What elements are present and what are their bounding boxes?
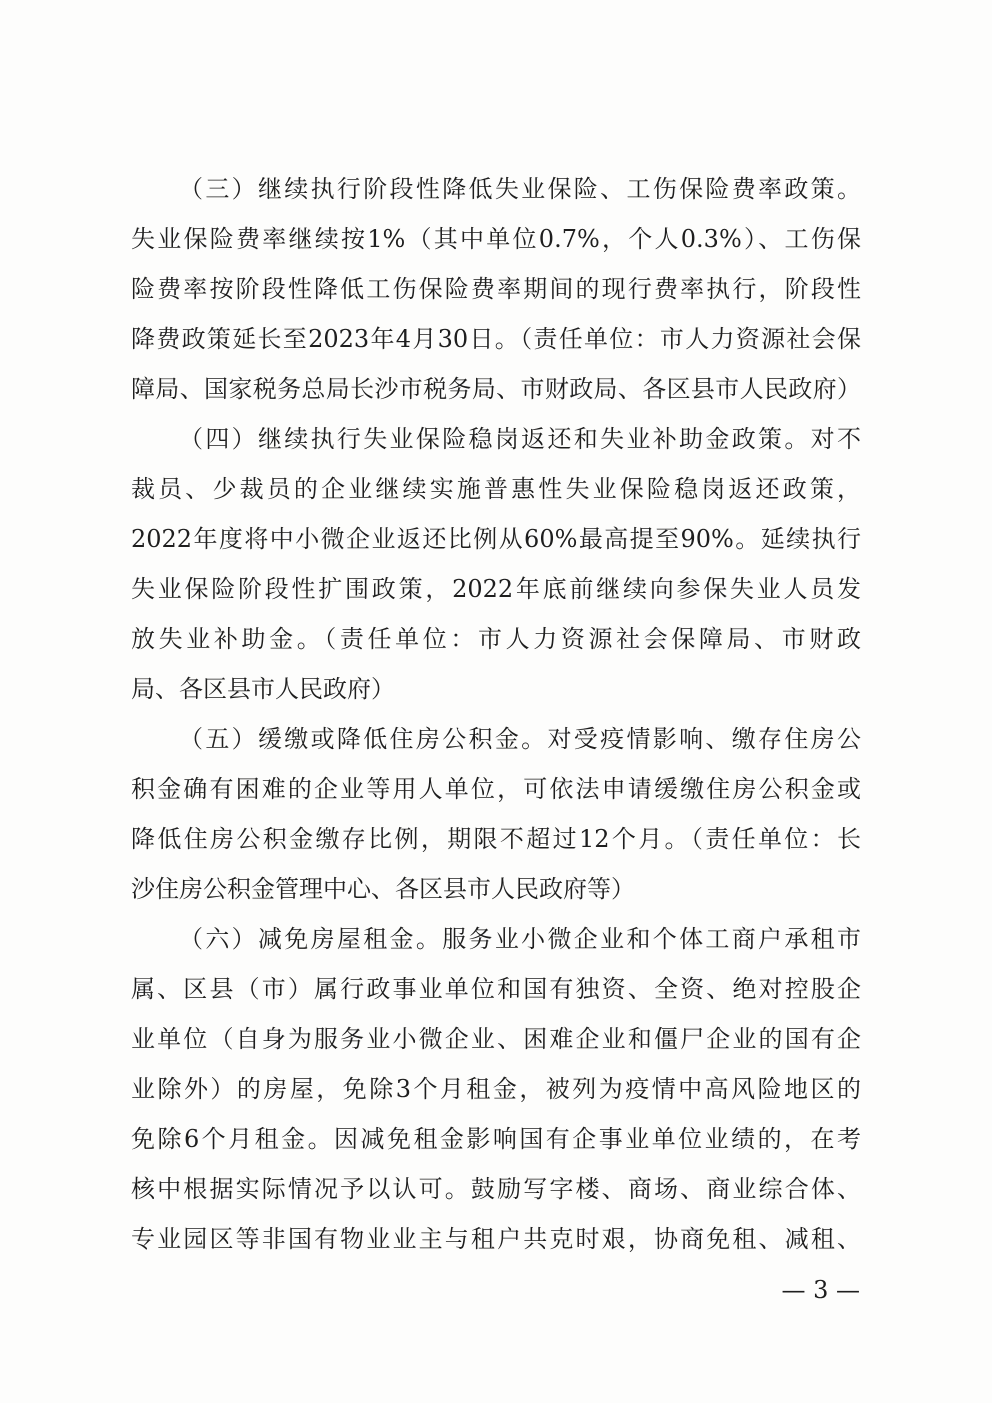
text-line: 局、各区县市人民政府）	[131, 675, 395, 703]
text-line: 失业保险阶段性扩围政策，2022年底前继续向参保失业人员发	[131, 575, 861, 603]
text-line: 属、区县（市）属行政事业单位和国有独资、全资、绝对控股企	[131, 975, 861, 1003]
text-line: 业除外）的房屋，免除3个月租金，被列为疫情中高风险地区的	[131, 1075, 861, 1103]
text-line: 裁员、少裁员的企业继续实施普惠性失业保险稳岗返还政策，	[131, 475, 861, 503]
text-line: 失业保险费率继续按1%（其中单位0.7%，个人0.3%）、工伤保	[131, 225, 861, 253]
text-line: 积金确有困难的企业等用人单位，可依法申请缓缴住房公积金或	[131, 775, 861, 803]
text-line: 免除6个月租金。因减免租金影响国有企事业单位业绩的，在考	[131, 1125, 861, 1153]
text-line: 核中根据实际情况予以认可。鼓励写字楼、商场、商业综合体、	[131, 1175, 861, 1203]
text-line: 降低住房公积金缴存比例，期限不超过12个月。（责任单位：长	[131, 825, 861, 853]
text-line: （四）继续执行失业保险稳岗返还和失业补助金政策。对不	[179, 425, 861, 453]
text-line: 业单位（自身为服务业小微企业、困难企业和僵尸企业的国有企	[131, 1025, 861, 1053]
text-line: 降费政策延长至2023年4月30日。（责任单位：市人力资源社会保	[131, 325, 861, 353]
text-line: 2022年度将中小微企业返还比例从60%最高提至90%。延续执行	[131, 525, 861, 553]
text-line: 障局、国家税务总局长沙市税务局、市财政局、各区县市人民政府）	[131, 375, 861, 403]
text-line: 放失业补助金。（责任单位：市人力资源社会保障局、市财政	[131, 625, 861, 653]
text-line: 专业园区等非国有物业业主与租户共克时艰，协商免租、减租、	[131, 1225, 861, 1253]
text-line: （五）缓缴或降低住房公积金。对受疫情影响、缴存住房公	[179, 725, 861, 753]
text-line: 险费率按阶段性降低工伤保险费率期间的现行费率执行，阶段性	[131, 275, 861, 303]
page-number: — 3 —	[781, 1276, 860, 1304]
text-line: （三）继续执行阶段性降低失业保险、工伤保险费率政策。	[179, 175, 861, 203]
text-line: 沙住房公积金管理中心、各区县市人民政府等）	[131, 875, 635, 903]
text-line: （六）减免房屋租金。服务业小微企业和个体工商户承租市	[179, 925, 861, 953]
